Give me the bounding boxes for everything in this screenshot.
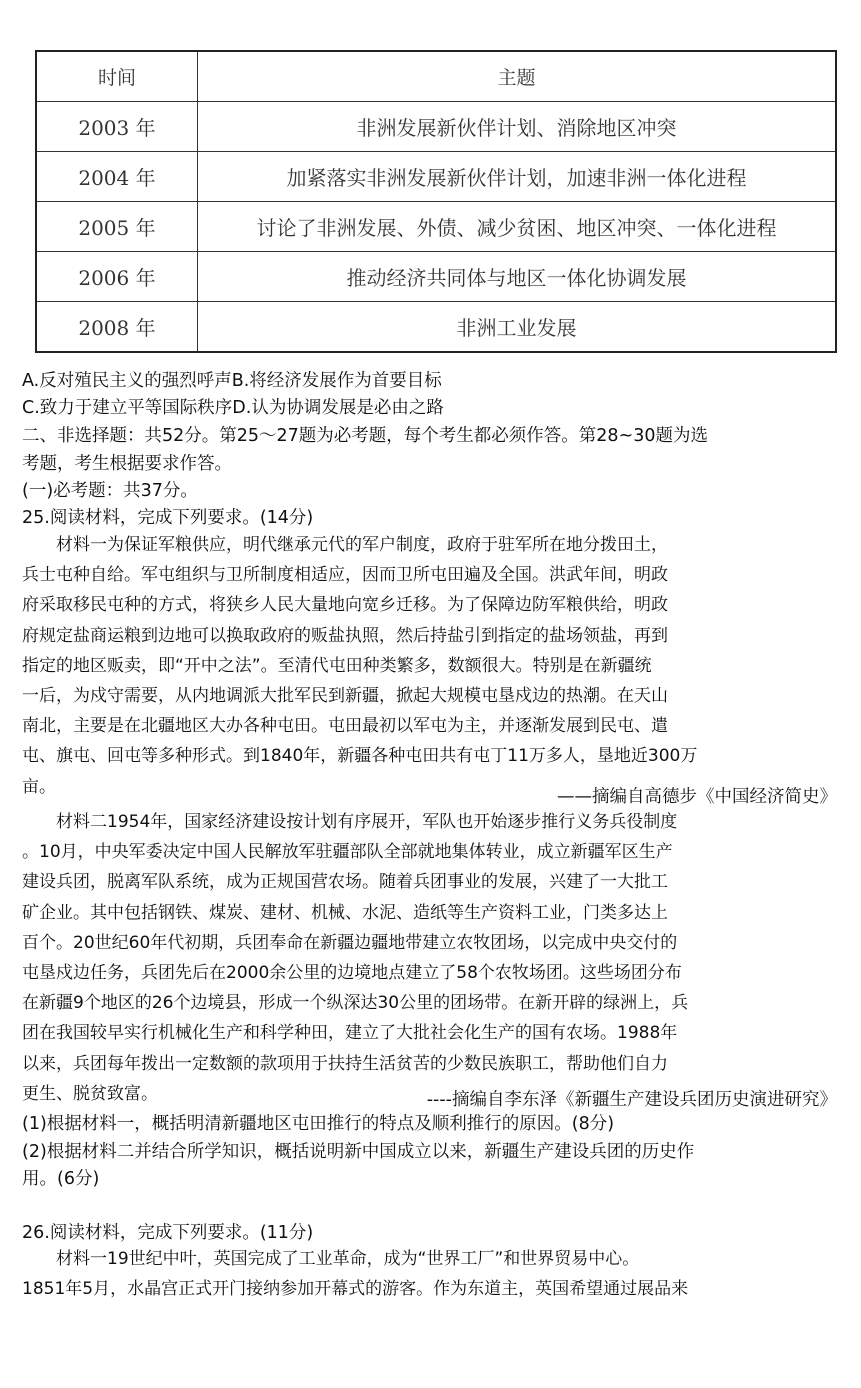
q25-question-1: (1)根据材料一，概括明清新疆地区屯田推行的特点及顺利推行的原因。(8分)	[22, 1114, 615, 1134]
q25-title: 25.阅读材料，完成下列要求。(14分)	[22, 508, 314, 528]
material-line: 更生、脱贫致富。	[22, 1083, 158, 1104]
material-line: 矿企业。其中包括钢铁、煤炭、建材、机械、水泥、造纸等生产资料工业，门类多达上	[22, 902, 668, 923]
table-header-row	[36, 51, 836, 102]
material-line: 材料一为保证军粮供应，明代继承元代的军户制度，政府于驻军所在地分拨田土，	[22, 535, 668, 555]
table-row	[36, 152, 836, 202]
material-line: 百个。20世纪60年代初期，兵团奉命在新疆边疆地带建立农牧团场，以完成中央交付的	[22, 932, 678, 953]
q25-question-2-line-1: (2)根据材料二并结合所学知识，概括说明新中国成立以来，新疆生产建设兵团的历史作	[22, 1142, 695, 1162]
material-line: 。10月，中央军委决定中国人民解放军驻疆部队全部就地集体转业，成立新疆军区生产	[22, 842, 673, 863]
row-theme: 加紧落实非洲发展新伙伴计划，加速非洲一体化进程	[198, 152, 837, 202]
table-row	[36, 102, 836, 152]
material-line: 屯、旗屯、回屯等多种形式。到1840年，新疆各种屯田共有屯丁11万多人，垦地近300万	[22, 746, 698, 767]
section2-line-1: 二、非选择题：共52分。第25～27题为必考题，每个考生都必须作答。第28~30题为选	[22, 426, 709, 446]
row-theme: 推动经济共同体与地区一体化协调发展	[198, 252, 837, 302]
q25-source-2: ----摘编自李东泽《新疆生产建设兵团历史演进研究》	[426, 1090, 837, 1110]
material-line: 南北，主要是在北疆地区大办各种屯田。屯田最初以军屯为主，并逐渐发展到民屯、遣	[22, 716, 668, 737]
section2-sub: (一)必考题：共37分。	[22, 481, 198, 501]
table-row	[36, 302, 836, 353]
material-line: 材料二1954年，国家经济建设按计划有序展开，军队也开始逐步推行义务兵役制度	[22, 812, 678, 832]
q26-title: 26.阅读材料，完成下列要求。(11分)	[22, 1223, 314, 1243]
material-line: 以来，兵团每年拨出一定数额的款项用于扶持生活贫苦的少数民族职工，帮助他们自力	[22, 1053, 668, 1074]
options-line-1: A.反对殖民主义的强烈呼声B.将经济发展作为首要目标	[22, 371, 442, 391]
material-line: 1851年5月，水晶宫正式开门接纳参加开幕式的游客。作为东道主，英国希望通过展品来	[22, 1279, 689, 1300]
section2-line-2: 考题，考生根据要求作答。	[22, 454, 232, 474]
options-line-2: C.致力于建立平等国际秩序D.认为协调发展是必由之路	[22, 398, 444, 418]
row-theme: 非洲工业发展	[198, 302, 837, 353]
material-line: 府规定盐商运粮到边地可以换取政府的贩盐执照，然后持盐引到指定的盐场领盐，再到	[22, 625, 668, 646]
row-year: 2006 年	[36, 252, 198, 302]
summit-theme-table	[35, 50, 837, 353]
row-year: 2005 年	[36, 202, 198, 252]
row-year: 2008 年	[36, 302, 198, 353]
material-line: 一后，为戍守需要，从内地调派大批军民到新疆，掀起大规模屯垦戍边的热潮。在天山	[22, 686, 668, 707]
row-theme: 非洲发展新伙伴计划、消除地区冲突	[198, 102, 837, 152]
material-line: 屯垦戍边任务，兵团先后在2000余公里的边境地点建立了58个农牧场团。这些场团分布	[22, 963, 682, 984]
material-line: 亩。	[22, 776, 56, 797]
q25-question-2-line-2: 用。(6分)	[22, 1169, 100, 1189]
material-line: 兵士屯种自给。军屯组织与卫所制度相适应，因而卫所屯田遍及全国。洪武年间，明政	[22, 565, 668, 586]
header-time: 时间	[36, 51, 198, 102]
material-line: 团在我国较早实行机械化生产和科学种田，建立了大批社会化生产的国有农场。1988年	[22, 1023, 678, 1044]
row-year: 2004 年	[36, 152, 198, 202]
q25-material-2	[22, 807, 840, 1109]
row-theme: 讨论了非洲发展、外债、减少贫困、地区冲突、一体化进程	[198, 202, 837, 252]
q26-material-1	[22, 1244, 840, 1304]
q25-source-1: ——摘编自高德步《中国经济简史》	[557, 787, 837, 807]
material-line: 在新疆9个地区的26个边境县，形成一个纵深达30公里的团场带。在新开辟的绿洲上，兵	[22, 993, 689, 1014]
header-theme: 主题	[198, 51, 837, 102]
material-line: 建设兵团，脱离军队系统，成为正规国营农场。随着兵团事业的发展，兴建了一大批工	[22, 872, 668, 893]
material-line: 府采取移民屯种的方式，将狭乡人民大量地向宽乡迁移。为了保障边防军粮供给，明政	[22, 595, 668, 616]
material-line: 指定的地区贩卖，即“开中之法”。至清代屯田种类繁多，数额很大。特别是在新疆统	[22, 655, 652, 676]
material-line: 材料一19世纪中叶，英国完成了工业革命，成为“世界工厂”和世界贸易中心。	[22, 1249, 640, 1269]
row-year: 2003 年	[36, 102, 198, 152]
q25-material-1	[22, 530, 840, 802]
table-row	[36, 202, 836, 252]
table-row	[36, 252, 836, 302]
